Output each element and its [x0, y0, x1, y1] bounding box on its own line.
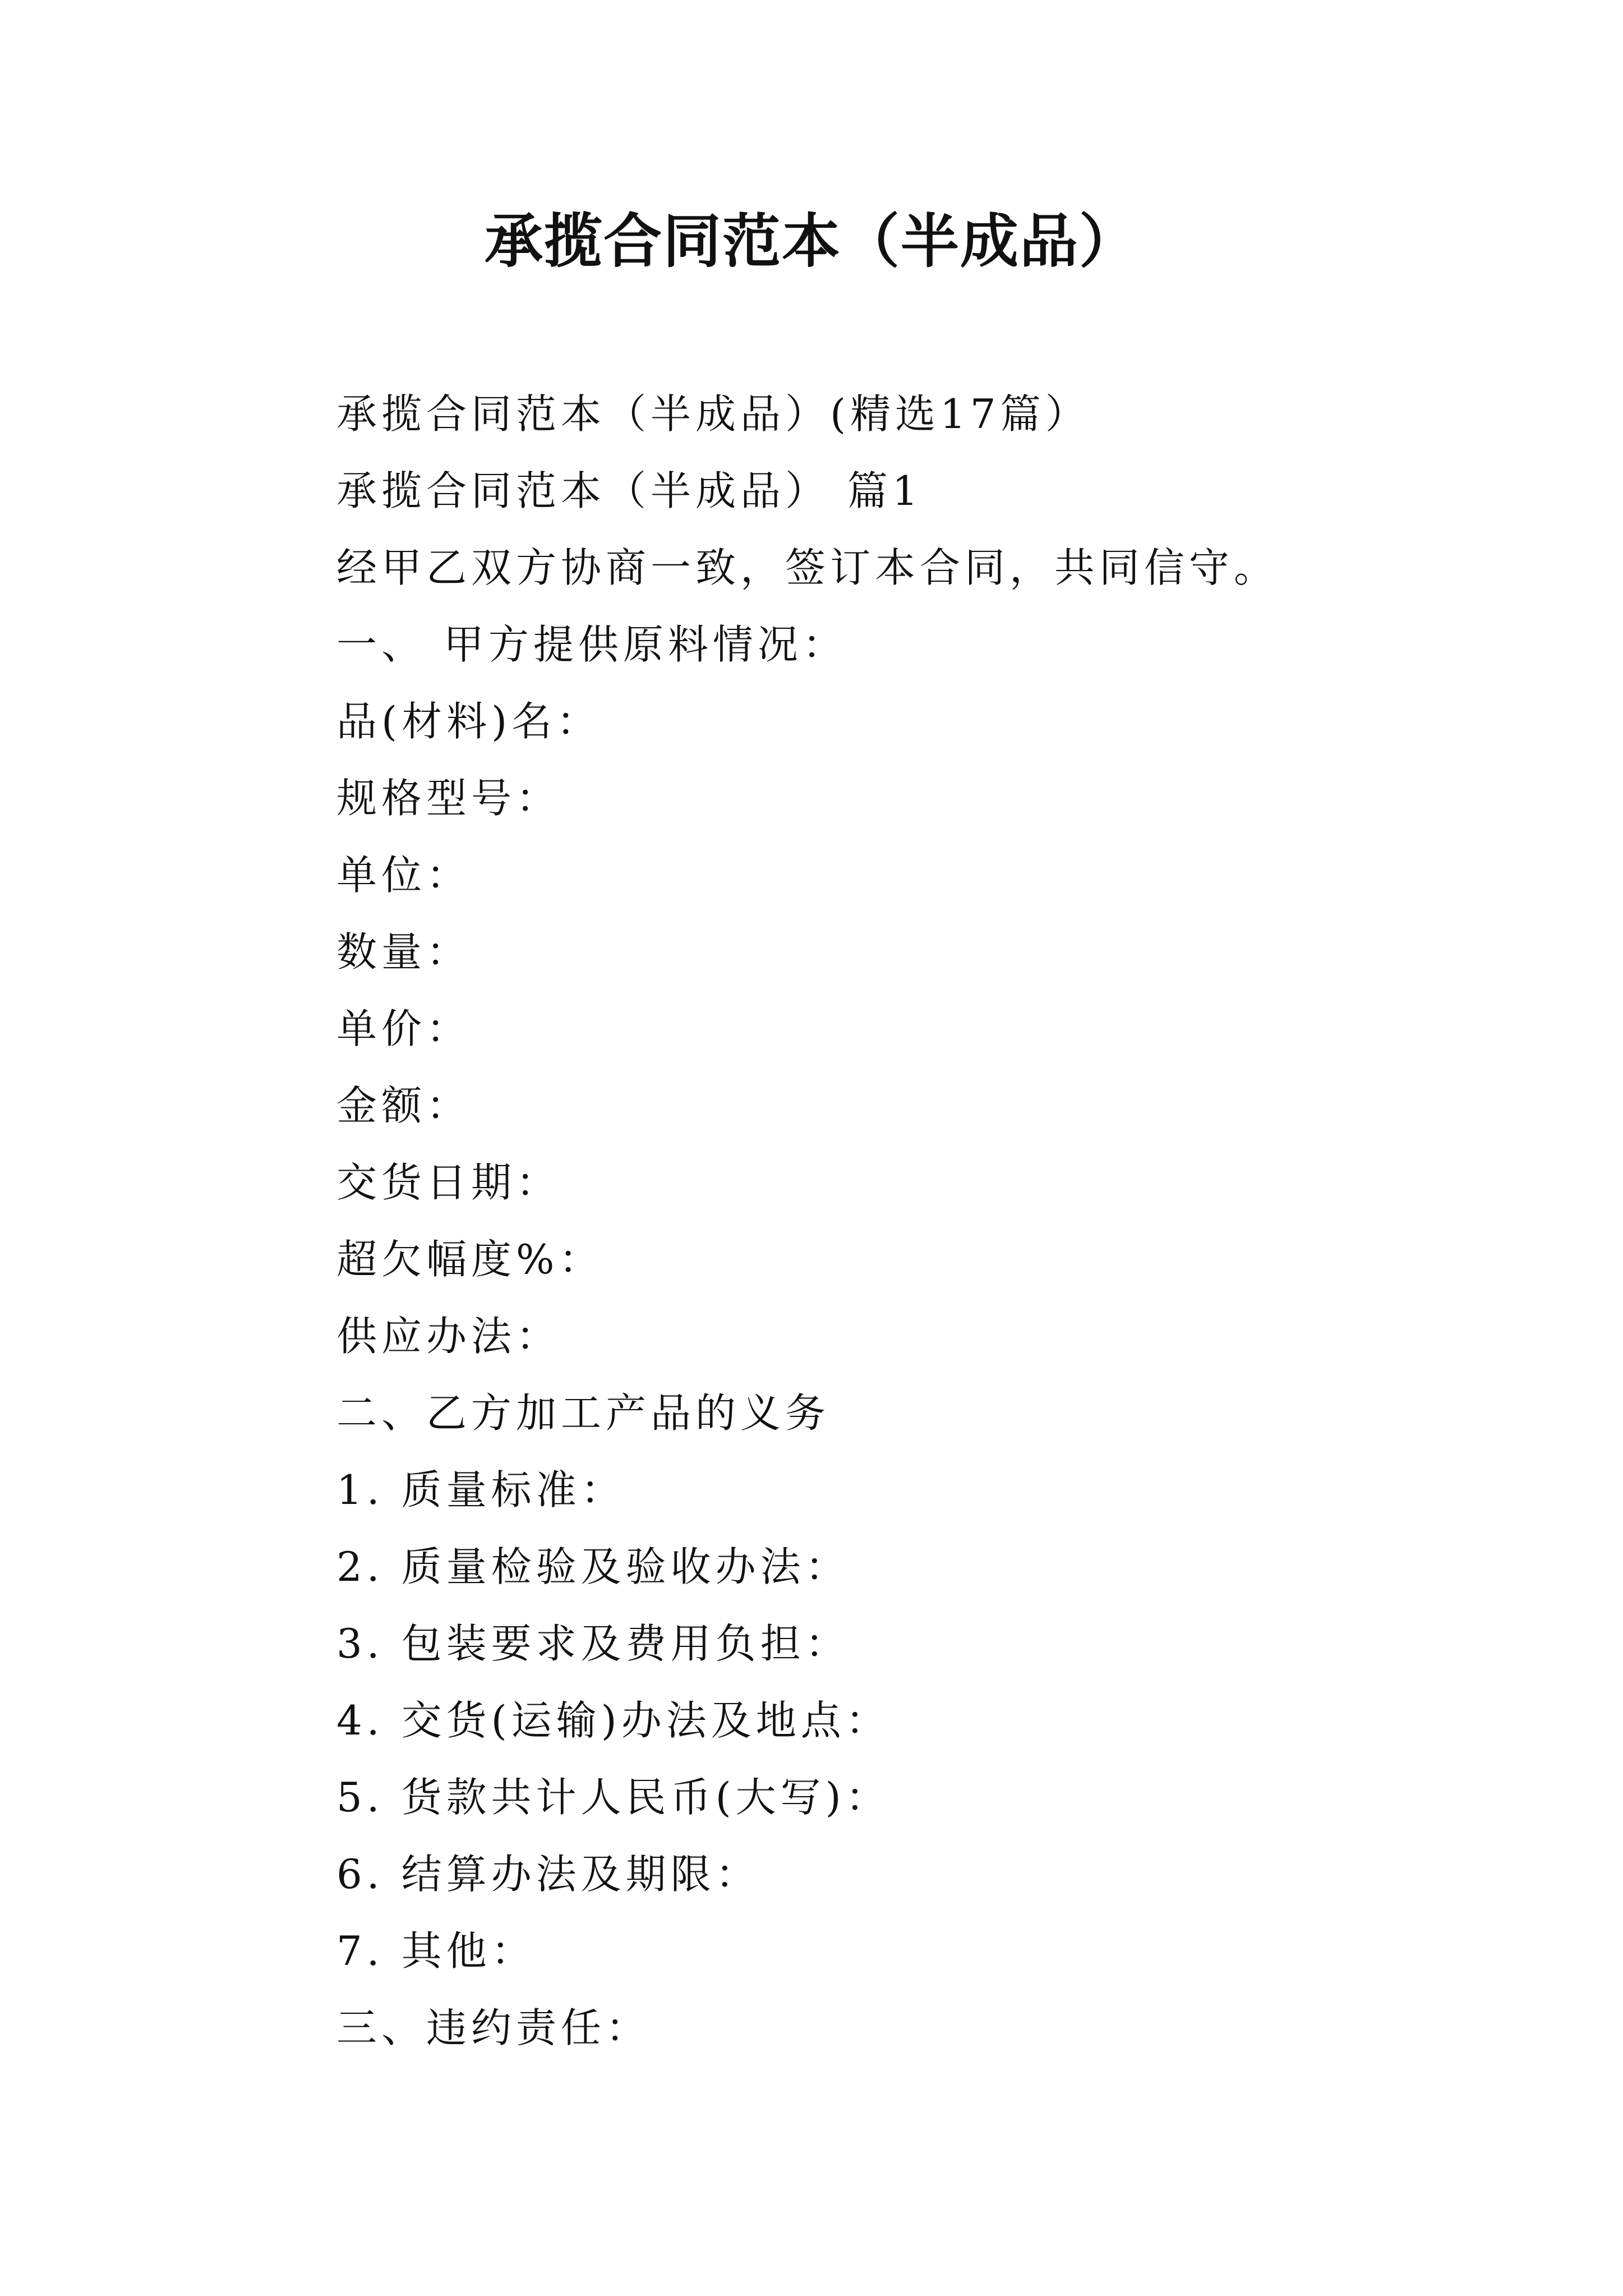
- field-line-material-name: 品(材料)名：: [336, 698, 602, 745]
- list-item-inspection: 2. 质量检验及验收办法：: [336, 1543, 850, 1590]
- field-line-unit: 单位：: [336, 852, 472, 899]
- clause-heading-1: 一、 甲方提供原料情况：: [336, 621, 847, 668]
- field-line-spec: 规格型号：: [336, 775, 561, 822]
- document-body: [336, 376, 1514, 2067]
- field-line-delivery-date: 交货日期：: [336, 1159, 561, 1206]
- list-item-packaging: 3. 包装要求及费用负担：: [336, 1620, 850, 1667]
- clause-heading-2: 二、乙方加工产品的义务: [336, 1389, 831, 1437]
- list-item-settlement: 6. 结算办法及期限：: [336, 1851, 760, 1898]
- clause-heading-3: 三、违约责任：: [336, 2004, 651, 2051]
- list-item-payment-total: 5. 货款共计人民币(大写)：: [336, 1774, 891, 1821]
- subtitle-line: 承揽合同范本（半成品）(精选17篇）: [336, 390, 1090, 438]
- field-line-amount: 金额：: [336, 1082, 472, 1129]
- list-item-other: 7. 其他：: [336, 1927, 536, 1975]
- field-line-unit-price: 单价：: [336, 1005, 472, 1052]
- list-item-delivery: 4. 交货(运输)办法及地点：: [336, 1697, 891, 1744]
- intro-line: 经甲乙双方协商一致，签订本合同，共同信守。: [336, 544, 1279, 591]
- field-line-supply-method: 供应办法：: [336, 1313, 561, 1360]
- list-item-quality-standard: 1. 质量标准：: [336, 1466, 626, 1513]
- field-line-tolerance: 超欠幅度%：: [336, 1236, 604, 1283]
- field-line-quantity: 数量：: [336, 928, 472, 976]
- document-title: 承揽合同范本（半成品）: [484, 207, 1138, 275]
- section-heading-line: 承揽合同范本（半成品） 篇1: [336, 467, 923, 514]
